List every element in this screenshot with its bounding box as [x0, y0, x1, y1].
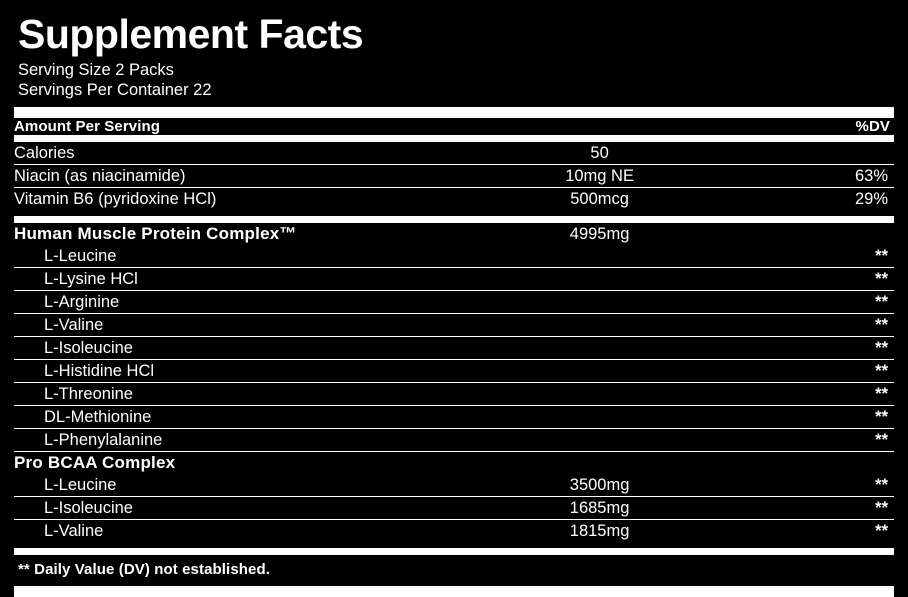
ingredient-amount — [469, 291, 731, 313]
table-row — [14, 188, 894, 210]
table-row — [14, 383, 894, 405]
ingredient-amount: 1685mg — [569, 499, 630, 517]
nutrients-table — [14, 142, 894, 210]
ingredient-amount — [469, 406, 731, 428]
ingredient-name: L-Isoleucine — [44, 339, 133, 357]
ingredient-dv: ** — [875, 316, 888, 334]
column-header-spacer — [470, 118, 733, 135]
table-row — [14, 337, 894, 359]
ingredient-amount — [469, 429, 731, 451]
nutrient-name: Vitamin B6 (pyridoxine HCl) — [14, 190, 217, 208]
nutrient-amount: 50 — [590, 144, 609, 162]
divider-section — [14, 216, 894, 223]
ingredient-name: L-Lysine HCl — [44, 270, 138, 288]
ingredient-amount — [469, 245, 731, 267]
ingredient-dv: ** — [875, 270, 888, 288]
ingredient-name: L-Histidine HCl — [44, 362, 155, 380]
ingredient-amount — [469, 383, 731, 405]
ingredient-dv: ** — [875, 385, 888, 403]
table-row — [14, 165, 894, 187]
serving-size-text: Serving Size 2 Packs — [18, 61, 174, 79]
divider-header-bottom — [14, 135, 894, 142]
table-row — [14, 291, 894, 313]
blend-amount — [469, 452, 731, 474]
table-row — [14, 245, 894, 267]
ingredient-dv: ** — [875, 247, 888, 265]
ingredient-dv: ** — [875, 522, 888, 540]
blend-dv — [731, 223, 894, 245]
table-row — [14, 497, 894, 519]
table-row — [14, 314, 894, 336]
table-row — [14, 142, 894, 164]
column-header-percent-dv: %DV — [855, 118, 890, 135]
blend-name: Human Muscle Protein Complex™ — [14, 224, 297, 243]
ingredient-dv: ** — [875, 499, 888, 517]
ingredient-name: L-Arginine — [44, 293, 120, 311]
ingredient-name: L-Valine — [44, 522, 104, 540]
ingredient-amount: 1815mg — [569, 522, 630, 540]
ingredient-name: L-Isoleucine — [44, 499, 133, 517]
table-row — [14, 360, 894, 382]
blend-amount: 4995mg — [569, 225, 630, 243]
ingredient-name: L-Valine — [44, 316, 104, 334]
blend-header-row — [14, 223, 894, 245]
nutrient-amount: 10mg NE — [565, 167, 634, 185]
ingredient-amount — [469, 268, 731, 290]
ingredient-amount — [469, 360, 731, 382]
ingredient-amount: 3500mg — [569, 476, 630, 494]
divider-footnote-top — [14, 548, 894, 555]
table-row — [14, 429, 894, 451]
ingredient-dv: ** — [875, 408, 888, 426]
ingredient-amount — [469, 314, 731, 336]
nutrient-name: Niacin (as niacinamide) — [14, 167, 186, 185]
table-row — [14, 406, 894, 428]
table-row — [14, 268, 894, 290]
page-title: Supplement Facts — [18, 11, 364, 57]
ingredient-dv: ** — [875, 476, 888, 494]
nutrient-amount: 500mcg — [570, 190, 629, 208]
footnote-text: ** Daily Value (DV) not established. — [18, 561, 271, 578]
table-row — [14, 520, 894, 542]
ingredient-dv: ** — [875, 339, 888, 357]
blend-1-table — [14, 223, 894, 542]
ingredient-dv: ** — [875, 362, 888, 380]
blend-name: Pro BCAA Complex — [14, 453, 176, 472]
blend-header-row — [14, 452, 894, 474]
nutrient-name: Calories — [14, 144, 75, 162]
table-header-row — [14, 118, 894, 135]
column-header-amount-per-serving: Amount Per Serving — [14, 118, 160, 135]
nutrient-dv: 29% — [854, 190, 888, 208]
nutrient-dv: 63% — [854, 167, 888, 185]
facts-table — [14, 118, 894, 135]
servings-per-container-text: Servings Per Container 22 — [18, 81, 212, 99]
ingredient-name: L-Leucine — [44, 247, 117, 265]
divider-bottom-thick — [14, 586, 894, 597]
nutrient-dv — [731, 142, 894, 164]
ingredient-name: L-Phenylalanine — [44, 431, 163, 449]
ingredient-dv: ** — [875, 293, 888, 311]
ingredient-name: L-Leucine — [44, 476, 117, 494]
ingredient-name: DL-Methionine — [44, 408, 152, 426]
ingredient-name: L-Threonine — [44, 385, 133, 403]
ingredient-amount — [469, 337, 731, 359]
table-row — [14, 474, 894, 496]
divider-top-thick — [14, 107, 894, 118]
ingredient-dv: ** — [875, 431, 888, 449]
blend-dv — [731, 452, 894, 474]
